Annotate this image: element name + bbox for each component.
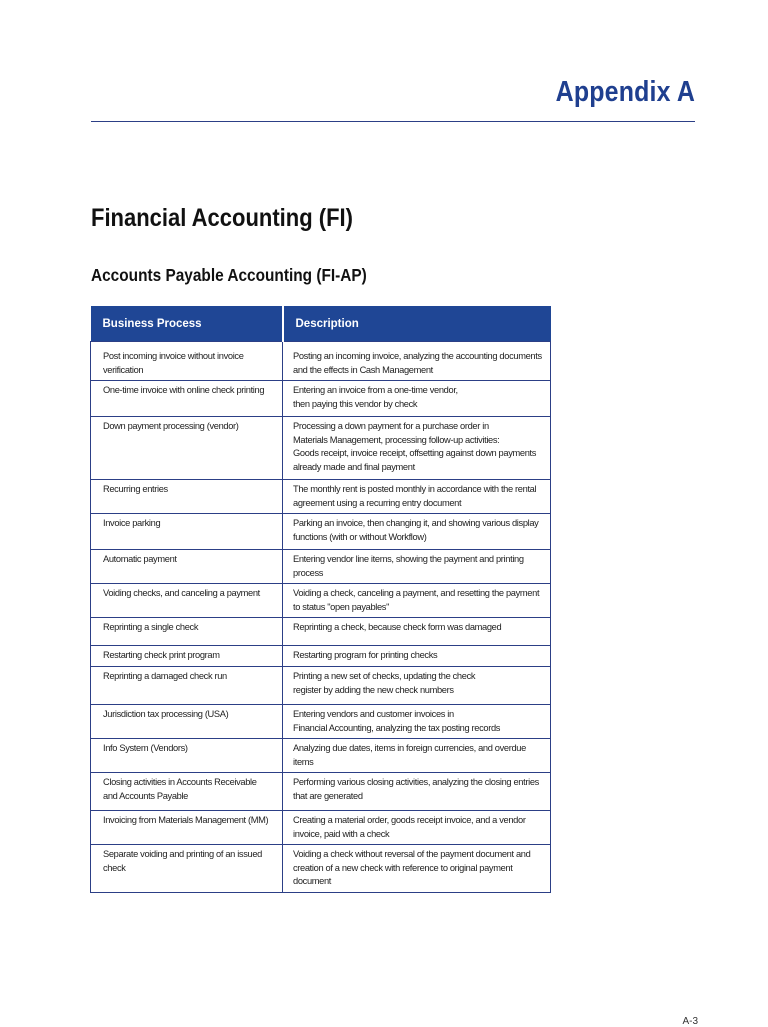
table-row <box>91 381 551 417</box>
table-row <box>91 845 551 893</box>
table-row <box>91 514 551 550</box>
table-row <box>91 480 551 514</box>
table-row <box>91 811 551 845</box>
column-header-business-process: Business Process <box>91 306 283 342</box>
process-cell: Recurring entries <box>91 480 283 514</box>
description-cell: Reprinting a check, because check form was damaged <box>283 618 551 646</box>
header-rule <box>91 121 695 122</box>
page-number: A-3 <box>682 1016 698 1027</box>
description-cell: Posting an incoming invoice, analyzing the accounting documents and the effects in Cash Management <box>283 342 551 381</box>
description-cell: Voiding a check without reversal of the payment document and creation of a new check with reference to original payment document <box>283 845 551 893</box>
process-cell: Info System (Vendors) <box>91 739 283 773</box>
table-row <box>91 584 551 618</box>
table-row <box>91 739 551 773</box>
description-cell: Creating a material order, goods receipt invoice, and a vendor invoice, paid with a check <box>283 811 551 845</box>
description-cell: Voiding a check, canceling a payment, and resetting the payment to status "open payables" <box>283 584 551 618</box>
chapter-title: Financial Accounting (FI) <box>91 204 353 232</box>
business-process-table <box>90 306 551 893</box>
description-cell: The monthly rent is posted monthly in accordance with the rental agreement using a recurring entry document <box>283 480 551 514</box>
description-cell: Entering an invoice from a one-time vendor, then paying this vendor by check <box>283 381 551 417</box>
description-cell: Parking an invoice, then changing it, and showing various display functions (with or without Workflow) <box>283 514 551 550</box>
table-row <box>91 705 551 739</box>
process-cell: Jurisdiction tax processing (USA) <box>91 705 283 739</box>
description-cell: Printing a new set of checks, updating the check register by adding the new check numbers <box>283 667 551 705</box>
process-cell: Separate voiding and printing of an issued check <box>91 845 283 893</box>
table-row <box>91 618 551 646</box>
description-cell: Entering vendor line items, showing the payment and printing process <box>283 550 551 584</box>
description-cell: Entering vendors and customer invoices in Financial Accounting, analyzing the tax posting records <box>283 705 551 739</box>
process-cell: Restarting check print program <box>91 646 283 667</box>
process-cell: Closing activities in Accounts Receivable and Accounts Payable <box>91 773 283 811</box>
process-cell: Reprinting a single check <box>91 618 283 646</box>
process-cell: Reprinting a damaged check run <box>91 667 283 705</box>
table-row <box>91 773 551 811</box>
table-row <box>91 550 551 584</box>
appendix-title: Appendix A <box>555 76 695 108</box>
column-header-description: Description <box>283 306 551 342</box>
description-cell: Restarting program for printing checks <box>283 646 551 667</box>
table-row <box>91 646 551 667</box>
description-cell: Processing a down payment for a purchase order in Materials Management, processing follow-up activities: Goods receipt, invoice receipt, offsetting against down payments already made and final payment <box>283 417 551 480</box>
process-cell: Voiding checks, and canceling a payment <box>91 584 283 618</box>
process-cell: Post incoming invoice without invoice verification <box>91 342 283 381</box>
process-cell: Invoicing from Materials Management (MM) <box>91 811 283 845</box>
description-cell: Performing various closing activities, analyzing the closing entries that are generated <box>283 773 551 811</box>
table-row <box>91 667 551 705</box>
process-cell: Invoice parking <box>91 514 283 550</box>
process-cell: Automatic payment <box>91 550 283 584</box>
process-cell: Down payment processing (vendor) <box>91 417 283 480</box>
description-cell: Analyzing due dates, items in foreign currencies, and overdue items <box>283 739 551 773</box>
section-title: Accounts Payable Accounting (FI-AP) <box>91 265 367 285</box>
table-row <box>91 342 551 381</box>
table-row <box>91 417 551 480</box>
process-cell: One-time invoice with online check printing <box>91 381 283 417</box>
table-header-row <box>91 306 551 342</box>
